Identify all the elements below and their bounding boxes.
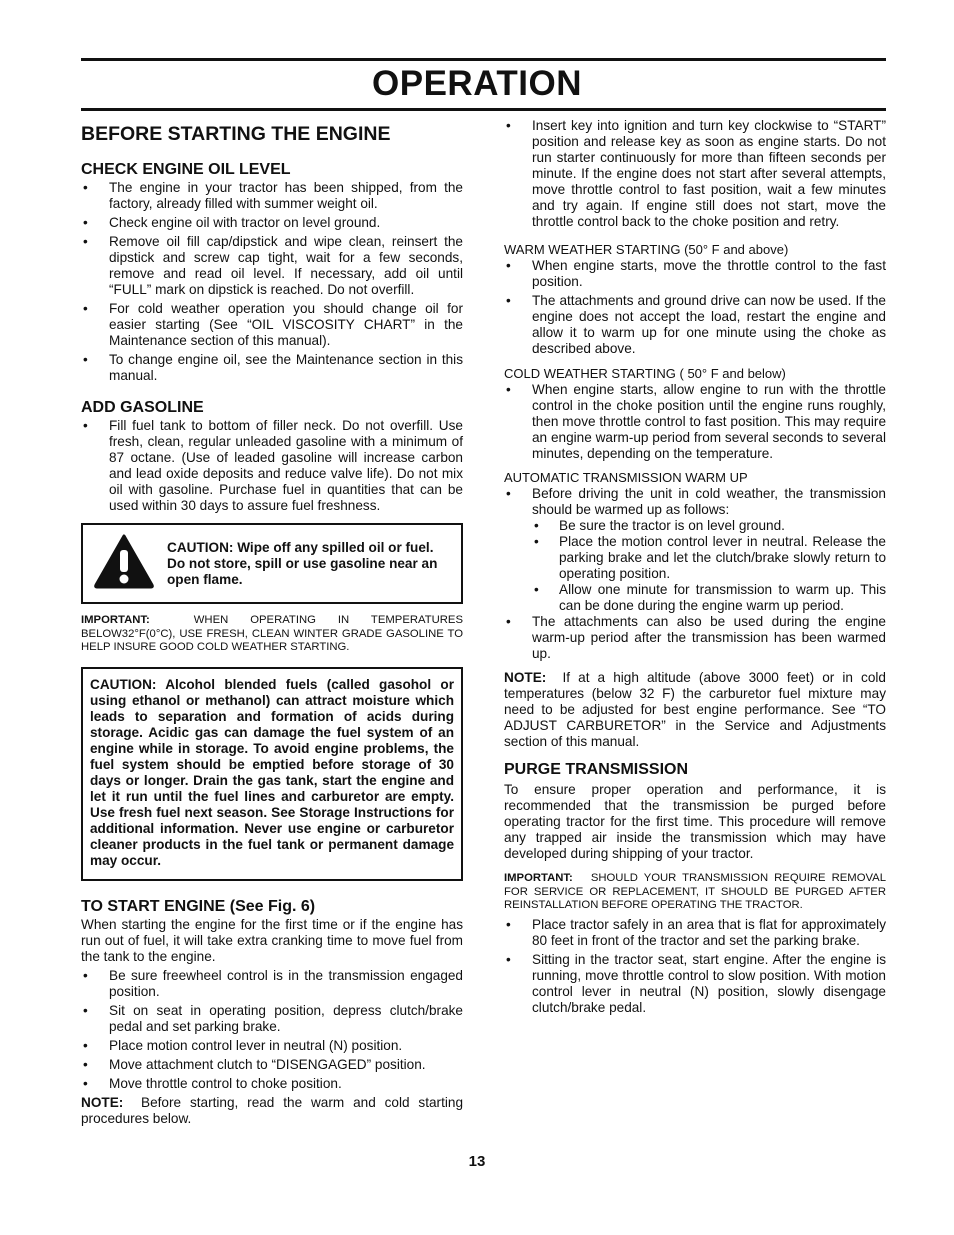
start-heading: TO START ENGINE (See Fig. 6) [81,897,316,915]
list-item: • For cold weather operation you should change oil for easier starting (See “OIL VISCOSITY CHART” in the Maintenance section of this manual). [81,301,463,349]
cold-list [504,382,886,462]
warning-triangle-icon [93,533,155,594]
auto-item-text: Before driving the unit in cold weather, the transmission should be warmed up as follows: [532,486,886,517]
auto-heading: AUTOMATIC TRANSMISSION WARM UP [504,470,748,485]
note-text: If at a high altitude (above 3000 feet) or in cold temperatures (below 32 F) the carburetor fuel mixture may need to be adjusted for best engine performance. See “TO ADJUST CARBURETOR” in the Service and Adjustments section of this manual. [504,670,886,749]
top-rule [81,58,886,61]
auto-list [504,486,886,518]
note-label: NOTE: [504,670,547,685]
list-item: • The attachments can also be used during the engine warm-up period after the transmission has been warmed up. [504,614,886,662]
warm-heading: WARM WEATHER STARTING (50° F and above) [504,242,789,257]
start-list [81,968,463,1092]
purge-important [504,872,886,913]
oil-heading: CHECK ENGINE OIL LEVEL [81,161,291,178]
list-item: • Fill fuel tank to bottom of filler neck. Do not overfill. Use fresh, clean, regular unleaded gasoline with a minimum of 87 octane. (Use of leaded gasoline will increase carbon and lead oxide deposits and reduce valve life). Do not mix oil with gasoline. Purchase fuel in quantities that can be used within 30 days to assure fuel freshness. [81,418,463,514]
caution-box-alcohol: CAUTION: Alcohol blended fuels (called gasohol or using ethanol or methanol) can attract moisture which leads to separation and formation of acids during storage. Acidic gas can damage the fuel system of an engine while in storage. To avoid engine problems, the fuel system should be emptied before storage of 30 days or longer. Drain the gas tank, start the engine and let it run until the fuel lines and carburetor are empty. Use fresh fuel next season. See Storage Instructions for additional information. Never use engine or carburetor cleaner products in the fuel tank or permanent damage may occur. [81,667,463,881]
caution-text: CAUTION: Wipe off any spilled oil or fuel. Do not store, spill or use gasoline near an open flame. [167,539,438,587]
list-item: • Sitting in the tractor seat, start engine. After the engine is running, move throttle control to slow position. With motion control lever in neutral (N) position, slowly disengage clutch/brake pedal. [504,952,886,1016]
page-title: OPERATION [372,64,582,103]
oil-list [81,180,463,384]
left-column [81,118,463,1127]
list-item: • Remove oil fill cap/dipstick and wipe clean, reinsert the dipstick and screw cap tight, wait for a few seconds, remove and read oil level. If necessary, add oil until “FULL” mark on dipstick is reached. Do not overfill. [81,234,463,298]
purge-heading: PURGE TRANSMISSION [504,761,689,778]
warm-list [504,258,886,357]
list-item: • Move throttle control to choke position. [81,1076,463,1092]
auto-sub-list [504,518,886,614]
gas-heading: ADD GASOLINE [81,399,204,416]
right-column [504,118,886,1019]
important-text: WHEN OPERATING IN TEMPERATURES BELOW32°F(0°C), USE FRESH, CLEAN WINTER GRADE GASOLINE TO HELP INSURE GOOD COLD WEATHER STARTING. [81,614,463,653]
start-note [81,1095,463,1127]
list-item: • Be sure freewheel control is in the transmission engaged position. [81,968,463,1000]
purge-intro: To ensure proper operation and performance, it is recommended that the transmission be purged before operating tractor for the first time. This procedure will remove any trapped air inside the transmission which may have developed during shipping of your tractor. [504,782,886,861]
key-list [504,118,886,230]
purge-list [504,917,886,1016]
list-item: • Move attachment clutch to “DISENGAGED” position. [81,1057,463,1073]
page-number: 13 [468,1153,486,1170]
list-item: • Check engine oil with tractor on level ground. [81,215,463,231]
gas-list [81,418,463,514]
list-item: • Place tractor safely in an area that is flat for approximately 80 feet in front of the tractor and set the parking brake. [504,917,886,949]
sub-list-item: • Be sure the tractor is on level ground. [504,518,886,534]
note-label: NOTE: [81,1094,124,1110]
important-label: IMPORTANT: [504,872,573,884]
list-item: • Sit on seat in operating position, depress clutch/brake pedal and set parking brake. [81,1003,463,1035]
altitude-note [504,670,886,750]
important-label: IMPORTANT: [81,614,150,626]
title-underline [81,108,886,111]
important-note [81,614,463,655]
list-item: • The attachments and ground drive can now be used. If the engine does not accept the load, restart the engine and allow it to warm up for one minute using the choke as described above. [504,293,886,357]
cold-heading: COLD WEATHER STARTING ( 50° F and below) [504,366,786,381]
note-text: Before starting, read the warm and cold starting procedures below. [81,1094,463,1126]
section-title: BEFORE STARTING THE ENGINE [81,123,391,145]
list-item [504,486,886,518]
sub-list-item: • Place the motion control lever in neutral. Release the parking brake and let the clutch/brake slowly return to operating position. [504,534,886,582]
sub-list-item: • Allow one minute for transmission to warm up. This can be done during the engine warm up period. [504,582,886,614]
list-item: • When engine starts, move the throttle control to the fast position. [504,258,886,290]
caution-box-spill [81,523,463,604]
list-item: • The engine in your tractor has been shipped, from the factory, already filled with summer weight oil. [81,180,463,212]
auto-list-2 [504,614,886,662]
list-item: • Place motion control lever in neutral (N) position. [81,1038,463,1054]
important-text: SHOULD YOUR TRANSMISSION REQUIRE REMOVAL FOR SERVICE OR REPLACEMENT, IT SHOULD BE PURGED AFTER REINSTALLATION BEFORE OPERATING THE TRACTOR. [504,872,886,911]
list-item: • Insert key into ignition and turn key clockwise to “START” position and release key as soon as engine starts. Do not run starter continuously for more than fifteen seconds per minute. If the engine does not start after several attempts, move throttle control to fast position, wait a few minutes and try again. If engine still does not start, move the throttle control back to the choke position and retry. [504,118,886,230]
start-intro: When starting the engine for the first time or if the engine has run out of fuel, it will take extra cranking time to move fuel from the tank to the engine. [81,916,463,964]
list-item: • When engine starts, allow engine to run with the throttle control in the choke position until the engine runs roughly, then move throttle control to fast position. This may require an engine warm-up period from several seconds to several minutes, depending on the temperature. [504,382,886,462]
list-item: • To change engine oil, see the Maintenance section in this manual. [81,352,463,384]
